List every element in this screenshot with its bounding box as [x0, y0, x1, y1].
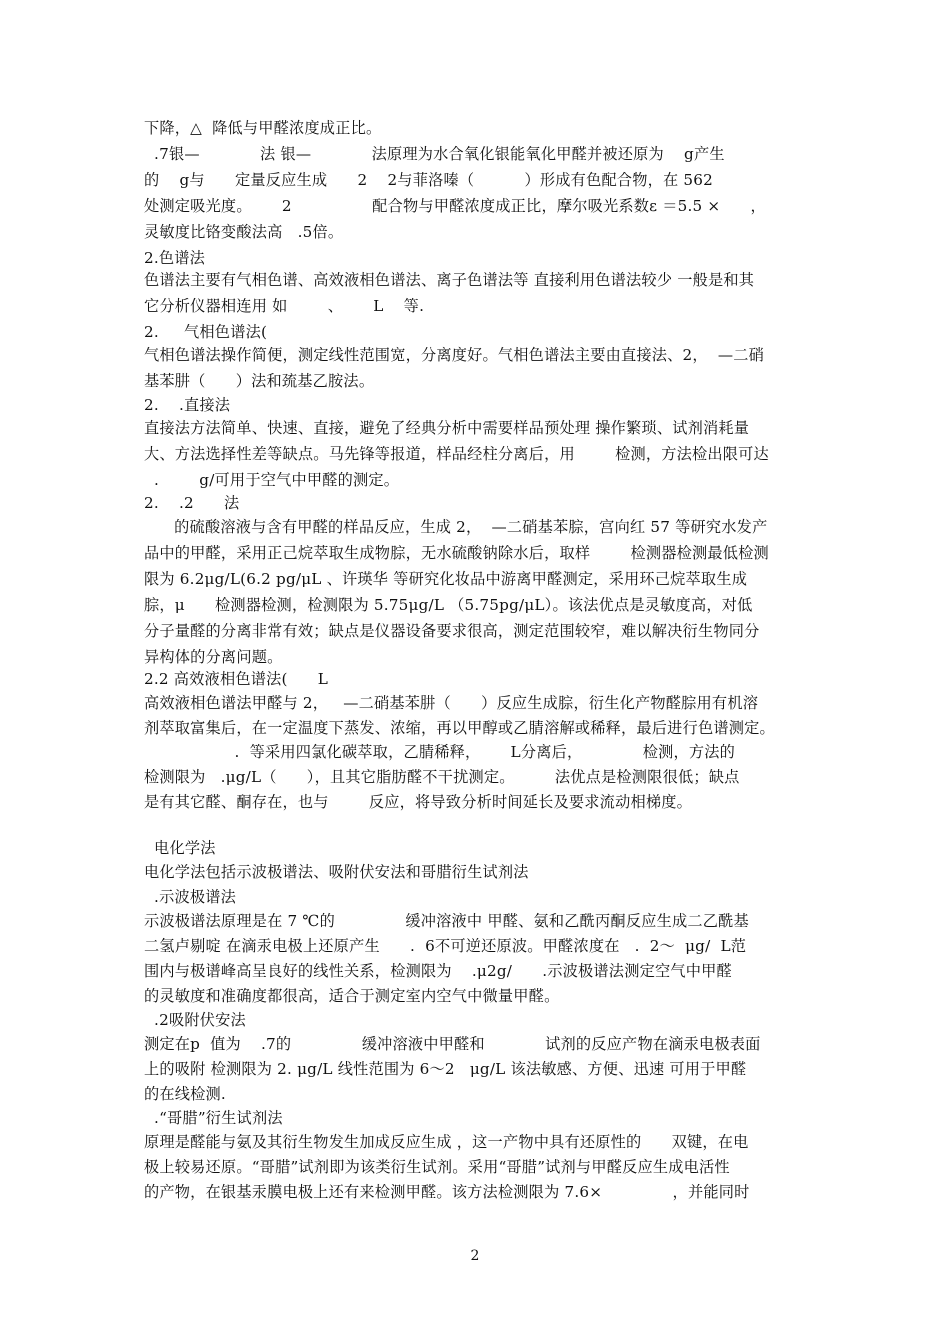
text-line: 限为 6.2μg/L(6.2 pg/μL 、许瑛华 等研究化妆品中游离甲醛测定，采用环己烷萃取生成: [144, 570, 748, 588]
text-line: 品中的甲醛，采用正己烷萃取生成物腙，无水硫酸钠除水后，取样 检测器检测最低检测: [144, 544, 769, 562]
text-line: 二氢卢剔啶 在滴汞电极上还原产生 . 6不可逆还原波。甲醛浓度在 . 2～ μg/ L范: [144, 937, 747, 955]
text-line: 分子量醛的分离非常有效；缺点是仪器设备要求很高，测定范围较窄，难以解决衍生物同分: [144, 622, 760, 640]
text-line: 是有其它醛、酮存在，也与 反应，将导致分析时间延长及要求流动相梯度。: [144, 793, 693, 811]
text-line: 大、方法选择性差等缺点。马先锋等报道，样品经柱分离后，用 检测，方法检出限可达: [144, 445, 769, 463]
section-heading: .2吸附伏安法: [144, 1011, 246, 1029]
text-line: 测定在p 值为 .7的 缓冲溶液中甲醛和 试剂的反应产物在滴汞电极表面: [144, 1035, 761, 1053]
text-line: 异构体的分离问题。: [144, 648, 283, 666]
section-heading: 2. .2 法: [144, 494, 240, 512]
text-line: 原理是醛能与氨及其衍生物发生加成反应生成 ，这一产物中具有还原性的 双键，在电: [144, 1133, 749, 1151]
page-number: 2: [470, 1248, 480, 1264]
text-line: 的在线检测.: [144, 1085, 226, 1103]
text-line: 直接法方法简单、快速、直接，避免了经典分析中需要样品预处理 操作繁琐、试剂消耗量: [144, 419, 750, 437]
section-heading: 2.2 高效液相色谱法( L: [144, 670, 329, 688]
text-line: . g/可用于空气中甲醛的测定。: [144, 471, 400, 489]
section-heading: .“哥腊”衍生试剂法: [144, 1109, 283, 1127]
text-line: .7银— 法 银— 法原理为水合氧化银能氧化甲醛并被还原为 g产生: [144, 145, 725, 163]
text-line: 检测限为 .μg/L（ ），且其它脂肪醛不干扰测定。 法优点是检测限很低；缺点: [144, 768, 740, 786]
text-line: 的硫酸溶液与含有甲醛的样品反应，生成 2， —二硝基苯腙，宫向红 57 等研究水发产: [144, 518, 768, 536]
text-line: 极上较易还原。“哥腊”试剂即为该类衍生试剂。采用“哥腊”试剂与甲醛反应生成电活性: [144, 1158, 730, 1176]
text-line: 上的吸附 检测限为 2. μg/L 线性范围为 6～2 μg/L 该法敏感、方便、迅速 可用于甲醛: [144, 1060, 747, 1078]
text-line: 气相色谱法操作简便，测定线性范围宽，分离度好。气相色谱法主要由直接法、2， —二硝: [144, 346, 765, 364]
text-line: 下降，△ 降低与甲醛浓度成正比。: [144, 119, 382, 137]
section-heading: 2. 气相色谱法(: [144, 323, 268, 341]
text-line: 灵敏度比铬变酸法高 .5倍。: [144, 223, 344, 241]
section-heading: 2. .直接法: [144, 396, 231, 414]
text-line: 色谱法主要有气相色谱、高效液相色谱法、离子色谱法等 直接利用色谱法较少 一般是和其: [144, 271, 755, 289]
text-line: 处测定吸光度。 2 配合物与甲醛浓度成正比，摩尔吸光系数ε ＝5.5 × ，: [144, 197, 766, 215]
section-heading: 2.色谱法: [144, 249, 206, 267]
text-line: 的 g与 定量反应生成 2 2与菲洛嗪（ ）形成有色配合物，在 562: [144, 171, 714, 189]
text-line: . 等采用四氯化碳萃取，乙腈稀释， L分离后， 检测，方法的: [144, 743, 736, 761]
section-heading: .示波极谱法: [144, 888, 237, 906]
text-line: 它分析仪器相连用 如 、 L 等.: [144, 297, 425, 315]
text-line: 围内与极谱峰高呈良好的线性关系，检测限为 .μ2g/ .示波极谱法测定空气中甲醛: [144, 962, 732, 980]
text-line: 剂萃取富集后，在一定温度下蒸发、浓缩，再以甲醇或乙腈溶解或稀释，最后进行色谱测定。: [144, 719, 775, 737]
text-line: 的产物，在银基汞膜电极上还有来检测甲醛。该方法检测限为 7.6× ，并能同时: [144, 1183, 750, 1201]
text-line: 示波极谱法原理是在 7 ℃的 缓冲溶液中 甲醛、氨和乙酰丙酮反应生成二乙酰基: [144, 912, 749, 930]
text-line: 电化学法包括示波极谱法、吸附伏安法和哥腊衍生试剂法: [144, 863, 529, 881]
text-line: 的灵敏度和准确度都很高，适合于测定室内空气中微量甲醛。: [144, 987, 560, 1005]
text-line: 基苯肼（ ）法和巯基乙胺法。: [144, 372, 375, 390]
text-line: 腙，μ 检测器检测，检测限为 5.75μg/L （5.75pg/μL）。该法优点是灵敏度高，对低: [144, 596, 753, 614]
section-heading: 电化学法: [144, 839, 216, 857]
text-line: 高效液相色谱法甲醛与 2， —二硝基苯肼（ ）反应生成腙，衍生化产物醛腙用有机溶: [144, 694, 759, 712]
